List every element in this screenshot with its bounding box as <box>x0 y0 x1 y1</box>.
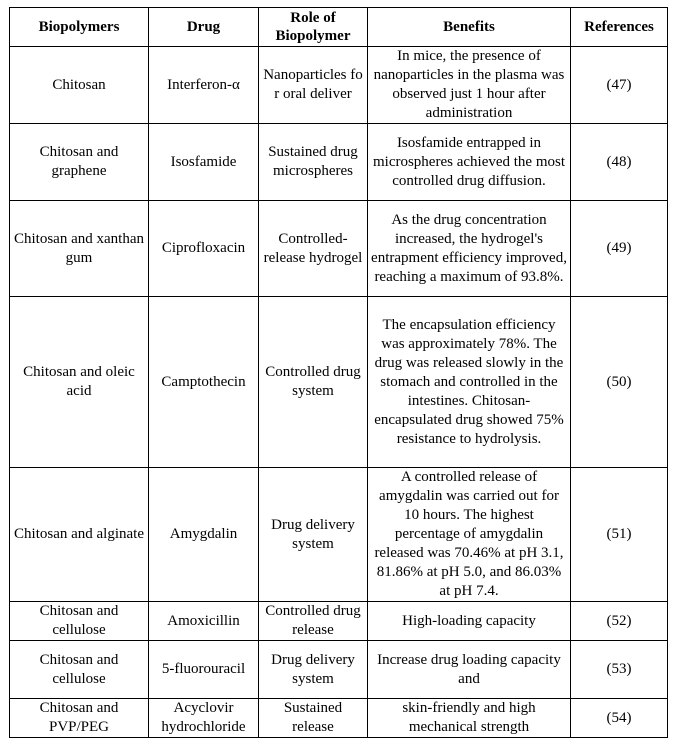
cell-drug: Isosfamide <box>149 124 259 201</box>
cell-benefits: High-loading capacity <box>368 602 571 641</box>
header-role: Role of Biopolymer <box>259 8 368 47</box>
cell-benefits: skin-friendly and high mechanical strength <box>368 699 571 738</box>
cell-benefits: The encapsulation efficiency was approximately 78%. The drug was released slowly in the stomach and controlled in the intestines. Chitosan-encapsulated drug showed 75% resistance to hydrolysis. <box>368 297 571 468</box>
cell-benefits: A controlled release of amygdalin was carried out for 10 hours. The highest percentage of amygdalin released was 70.46% at pH 3.1, 81.86% at pH 5.0, and 86.03% at pH 7.4. <box>368 468 571 602</box>
table-row <box>10 297 668 468</box>
cell-reference: (51) <box>571 468 668 602</box>
cell-role: Controlled-release hydrogel <box>259 201 368 297</box>
cell-drug: Amoxicillin <box>149 602 259 641</box>
cell-reference: (48) <box>571 124 668 201</box>
cell-biopolymer: Chitosan and alginate <box>10 468 149 602</box>
cell-reference: (49) <box>571 201 668 297</box>
cell-drug: Ciprofloxacin <box>149 201 259 297</box>
cell-reference: (52) <box>571 602 668 641</box>
header-benefits: Benefits <box>368 8 571 47</box>
table-row <box>10 602 668 641</box>
cell-benefits: Isosfamide entrapped in microspheres achieved the most controlled drug diffusion. <box>368 124 571 201</box>
cell-reference: (53) <box>571 641 668 699</box>
cell-role: Controlled drug release <box>259 602 368 641</box>
table-row <box>10 201 668 297</box>
table-row <box>10 468 668 602</box>
cell-benefits: Increase drug loading capacity and <box>368 641 571 699</box>
cell-biopolymer: Chitosan and cellulose <box>10 602 149 641</box>
cell-benefits: In mice, the presence of nanoparticles in the plasma was observed just 1 hour after administration <box>368 47 571 124</box>
header-references: References <box>571 8 668 47</box>
cell-drug: 5-fluorouracil <box>149 641 259 699</box>
cell-role: Nanoparticles for oral deliver <box>259 47 368 124</box>
cell-drug: Acyclovir hydrochloride <box>149 699 259 738</box>
cell-biopolymer: Chitosan and cellulose <box>10 641 149 699</box>
cell-role: Controlled drug system <box>259 297 368 468</box>
table-row <box>10 641 668 699</box>
cell-benefits: As the drug concentration increased, the hydrogel's entrapment efficiency improved, reaching a maximum of 93.8%. <box>368 201 571 297</box>
cell-reference: (47) <box>571 47 668 124</box>
cell-role: Sustained release <box>259 699 368 738</box>
biopolymer-drug-table <box>9 7 668 738</box>
cell-biopolymer: Chitosan and PVP/PEG <box>10 699 149 738</box>
cell-role: Sustained drug microspheres <box>259 124 368 201</box>
table-row <box>10 47 668 124</box>
table-row <box>10 699 668 738</box>
cell-biopolymer: Chitosan and xanthan gum <box>10 201 149 297</box>
cell-biopolymer: Chitosan and graphene <box>10 124 149 201</box>
table-header-row <box>10 8 668 47</box>
cell-reference: (54) <box>571 699 668 738</box>
cell-drug: Amygdalin <box>149 468 259 602</box>
cell-reference: (50) <box>571 297 668 468</box>
header-drug: Drug <box>149 8 259 47</box>
cell-role: Drug delivery system <box>259 641 368 699</box>
header-biopolymers: Biopolymers <box>10 8 149 47</box>
table-row <box>10 124 668 201</box>
cell-role: Drug delivery system <box>259 468 368 602</box>
cell-drug: Interferon-α <box>149 47 259 124</box>
cell-biopolymer: Chitosan <box>10 47 149 124</box>
cell-drug: Camptothecin <box>149 297 259 468</box>
cell-biopolymer: Chitosan and oleic acid <box>10 297 149 468</box>
